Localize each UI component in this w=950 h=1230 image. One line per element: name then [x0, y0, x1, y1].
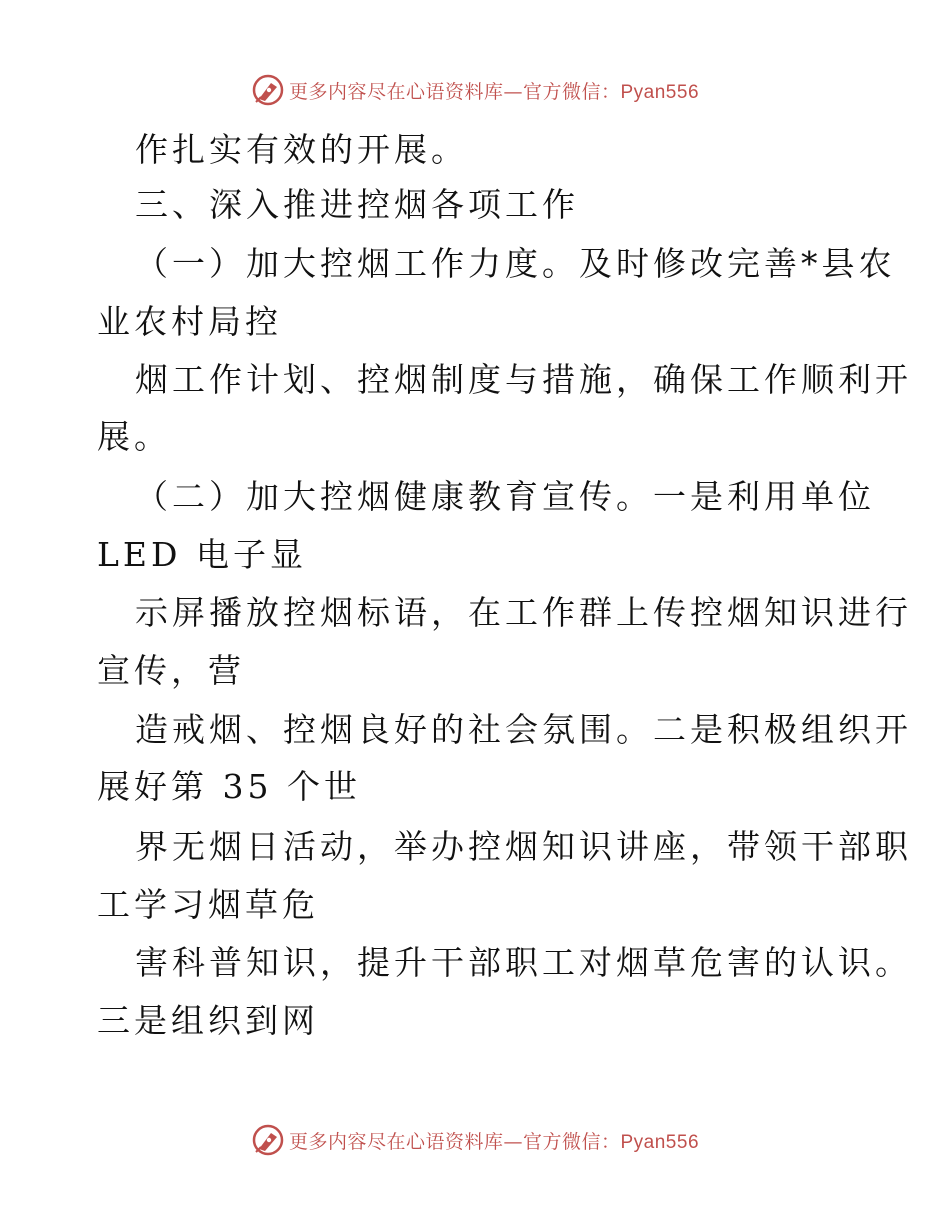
body-line: 界无烟日活动，举办控烟知识讲座，带领干部职 [135, 827, 912, 866]
body-line: 展。 [97, 417, 171, 456]
body-line: LED 电子显 [97, 535, 307, 574]
header-text [289, 77, 699, 104]
footer-text [289, 1127, 699, 1154]
body-line: 宣传，营 [97, 651, 245, 690]
body-line: 烟工作计划、控烟制度与措施，确保工作顺利开 [135, 360, 912, 399]
body-line: 三是组织到网 [97, 1001, 319, 1040]
header-wechat-id: Pyan556 [620, 81, 700, 103]
footer-text-cn: 更多内容尽在心语资料库—官方微信： [288, 1130, 621, 1153]
body-line: 作扎实有效的开展。 [135, 130, 468, 169]
body-line: 工学习烟草危 [97, 885, 319, 924]
body-line: 示屏播放控烟标语，在工作群上传控烟知识进行 [135, 593, 912, 632]
pen-nib-logo-icon [251, 73, 285, 107]
body-line: 业农村局控 [97, 302, 282, 341]
footer-wechat-id: Pyan556 [620, 1131, 700, 1153]
header-banner [0, 72, 950, 108]
body-line: 展好第 35 个世 [97, 767, 361, 806]
body-line: 造戒烟、控烟良好的社会氛围。二是积极组织开 [135, 710, 912, 749]
header-text-cn: 更多内容尽在心语资料库—官方微信： [288, 80, 621, 103]
body-line: 害科普知识，提升干部职工对烟草危害的认识。 [135, 943, 912, 982]
body-line: （一）加大控烟工作力度。及时修改完善*县农 [135, 244, 896, 283]
footer-banner [0, 1122, 950, 1158]
body-line: （二）加大控烟健康教育宣传。一是利用单位 [135, 477, 875, 516]
pen-nib-logo-icon [251, 1123, 285, 1157]
section-heading: 三、深入推进控烟各项工作 [135, 185, 579, 224]
